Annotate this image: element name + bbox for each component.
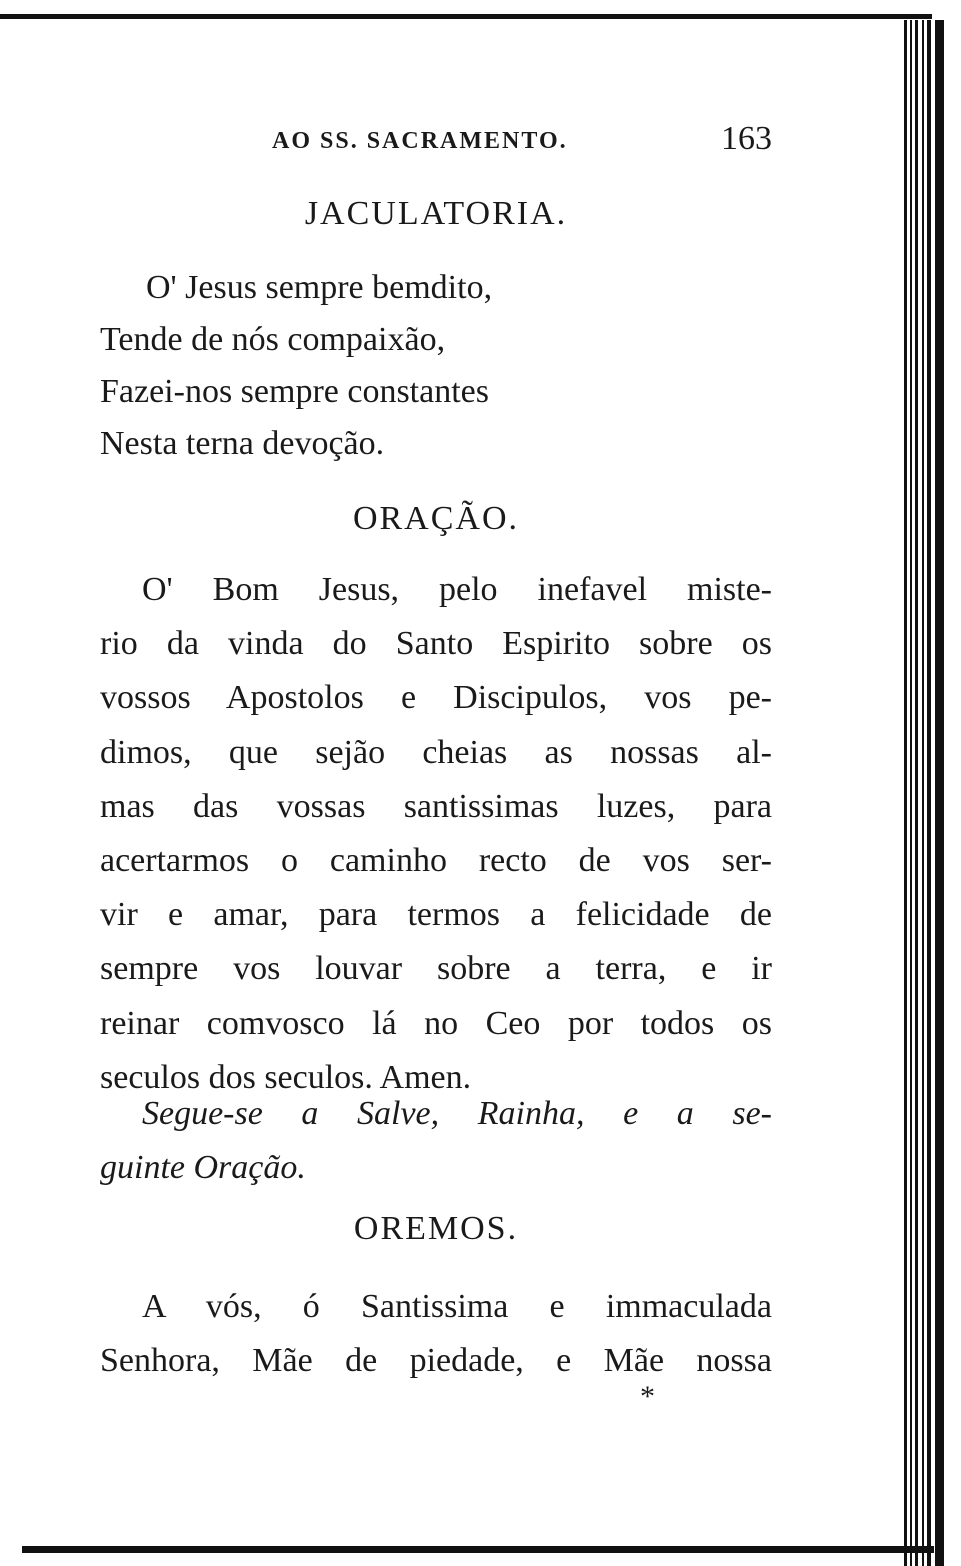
oremos-paragraph [100, 1280, 772, 1388]
text-line: guinte Oração. [100, 1149, 306, 1187]
text-line: vir e amar, para termos a felicidade de [100, 896, 772, 934]
oracao-paragraph [100, 563, 772, 1105]
page-bottom-rule [22, 1546, 934, 1553]
verse-line: Tende de nós compaixão, [100, 321, 446, 358]
text-line: sempre vos louvar sobre a terra, e ir [100, 950, 772, 988]
text-line: Segue-se a Salve, Rainha, e a se- [142, 1095, 772, 1132]
text-line: O' Bom Jesus, pelo inefavel miste- [142, 571, 772, 608]
text-line: Senhora, Mãe de piedade, e Mãe nossa [100, 1342, 772, 1380]
verse-line: Nesta terna devoção. [100, 425, 385, 462]
verse-line: O' Jesus sempre bemdito, [146, 269, 493, 306]
text-line: seculos dos seculos. Amen. [100, 1058, 472, 1096]
text-line: reinar comvosco lá no Ceo por todos os [100, 1004, 772, 1042]
running-title: AO SS. SACRAMENTO. [272, 128, 568, 154]
running-head [100, 120, 772, 160]
text-line: A vós, ó Santissima e immaculada [142, 1288, 772, 1325]
text-line: rio da vinda do Santo Espirito sobre os [100, 625, 772, 663]
verse-line: Fazei-nos sempre constantes [100, 373, 489, 410]
heading-jaculatoria: JACULATORIA. [304, 195, 568, 232]
book-spine-edge [904, 20, 944, 1566]
text-line: dimos, que sejão cheias as nossas al- [100, 733, 772, 771]
page-number: 163 [721, 120, 772, 157]
text-line: vossos Apostolos e Discipulos, vos pe- [100, 679, 772, 717]
page-top-rule [0, 14, 932, 19]
rubric-paragraph [100, 1087, 772, 1195]
heading-oremos: OREMOS. [353, 1210, 519, 1247]
jaculatoria-verse [100, 262, 772, 470]
heading-oracao: ORAÇÃO. [352, 500, 520, 537]
signature-mark: * [640, 1380, 655, 1413]
text-line: acertarmos o caminho recto de vos ser- [100, 842, 772, 880]
text-line: mas das vossas santissimas luzes, para [100, 787, 772, 825]
